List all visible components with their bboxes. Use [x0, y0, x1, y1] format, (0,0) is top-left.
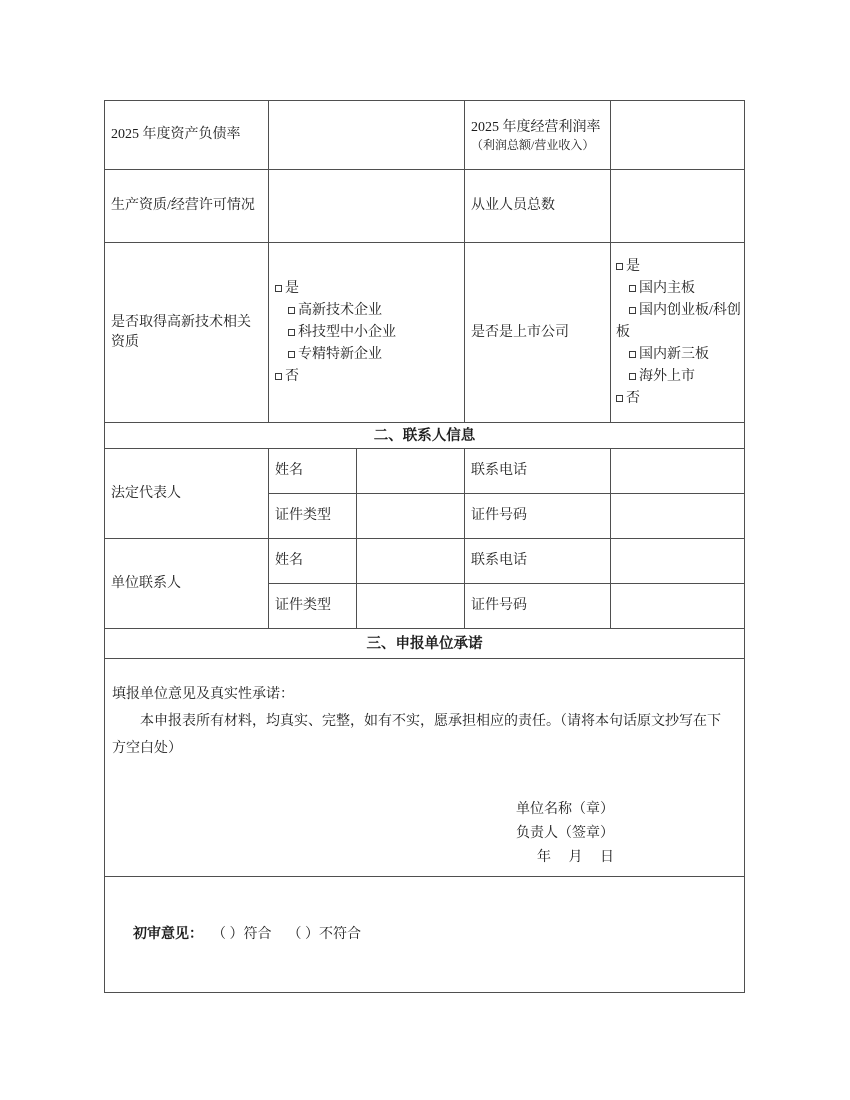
signature-org-line: 单位名称（章） [516, 802, 614, 817]
signature-date-line: 年 月 日 [537, 850, 614, 865]
checkbox-gem-star-board[interactable] [616, 300, 742, 344]
checkbox-icon [629, 373, 636, 380]
opinion-label: 填报单位意见及真实性承诺： [112, 687, 294, 702]
legal-rep-name-value-cell[interactable] [357, 449, 465, 494]
listed-question-label: 是否是上市公司 [465, 243, 611, 423]
checkbox-icon [616, 395, 623, 402]
checkbox-label: 国内创业板/科创板 [616, 302, 741, 340]
checkbox-label: 是 [285, 280, 299, 296]
unit-contact-name-label: 姓名 [269, 539, 357, 584]
unit-contact-cert-type-label: 证件类型 [269, 584, 357, 629]
license-value-cell[interactable] [269, 170, 465, 243]
unit-contact-role-label: 单位联系人 [105, 539, 269, 629]
checkbox-label: 是 [626, 258, 640, 274]
review-cell[interactable] [105, 877, 745, 993]
checkbox-label: 否 [626, 390, 640, 406]
checkbox-icon [629, 307, 636, 314]
checkbox-label: 国内新三板 [639, 346, 709, 362]
unit-contact-cert-no-label: 证件号码 [465, 584, 611, 629]
unit-contact-name-value-cell[interactable] [357, 539, 465, 584]
checkbox-overseas-listed[interactable] [616, 366, 742, 388]
checkbox-listed-no[interactable] [616, 388, 742, 410]
row-license-employees [105, 170, 745, 243]
checkbox-hightech-yes[interactable] [275, 278, 462, 300]
checkbox-icon [288, 307, 295, 314]
checkbox-icon [288, 329, 295, 336]
checkbox-icon [616, 263, 623, 270]
checkbox-hightech-enterprise[interactable] [275, 300, 462, 322]
review-option-pass[interactable]: （ ）符合 [219, 927, 272, 942]
checkbox-label: 国内主板 [639, 280, 695, 296]
checkbox-tech-sme[interactable] [275, 322, 462, 344]
checkbox-specialized-new[interactable] [275, 344, 462, 366]
checkbox-label: 科技型中小企业 [298, 324, 396, 340]
profit-ratio-label [465, 101, 611, 170]
checkbox-icon [275, 285, 282, 292]
checkbox-label: 高新技术企业 [298, 302, 382, 318]
legal-rep-role-label: 法定代表人 [105, 449, 269, 539]
row-qualifications [105, 243, 745, 423]
hightech-options-cell [269, 243, 465, 423]
legal-rep-cert-type-label: 证件类型 [269, 494, 357, 539]
unit-contact-phone-label: 联系电话 [465, 539, 611, 584]
commitment-cell[interactable] [105, 659, 745, 877]
signature-person-line: 负责人（签章） [516, 826, 614, 841]
review-option-fail[interactable]: （ ）不符合 [287, 927, 361, 942]
row-review [105, 877, 745, 993]
checkbox-icon [629, 351, 636, 358]
hightech-question-label: 是否取得高新技术相关资质 [105, 243, 269, 423]
listed-options-cell [611, 243, 745, 423]
review-label: 初审意见： [133, 927, 203, 942]
checkbox-icon [288, 351, 295, 358]
checkbox-icon [629, 285, 636, 292]
form-table [104, 100, 745, 993]
section-contact-title: 二、联系人信息 [105, 423, 745, 449]
legal-rep-phone-value-cell[interactable] [611, 449, 745, 494]
employee-count-label: 从业人员总数 [465, 170, 611, 243]
row-commitment [105, 659, 745, 877]
legal-rep-cert-no-value-cell[interactable] [611, 494, 745, 539]
profit-ratio-label-line1: 2025 年度经营利润率 [471, 119, 601, 135]
row-section-contact-header [105, 423, 745, 449]
row-financial-ratios [105, 101, 745, 170]
row-legal-rep-name [105, 449, 745, 494]
row-unit-contact-name [105, 539, 745, 584]
legal-rep-name-label: 姓名 [269, 449, 357, 494]
asset-ratio-value-cell[interactable] [269, 101, 465, 170]
unit-contact-phone-value-cell[interactable] [611, 539, 745, 584]
employee-count-value-cell[interactable] [611, 170, 745, 243]
legal-rep-cert-type-value-cell[interactable] [357, 494, 465, 539]
legal-rep-phone-label: 联系电话 [465, 449, 611, 494]
checkbox-label: 专精特新企业 [298, 346, 382, 362]
row-section-commitment-header [105, 629, 745, 659]
checkbox-icon [275, 373, 282, 380]
commitment-text: 本申报表所有材料，均真实、完整，如有不实，愿承担相应的责任。（请将本句话原文抄写在下方空白处） [112, 714, 721, 756]
checkbox-listed-yes[interactable] [616, 256, 742, 278]
asset-ratio-label: 2025 年度资产负债率 [105, 101, 269, 170]
profit-ratio-value-cell[interactable] [611, 101, 745, 170]
checkbox-label: 海外上市 [639, 368, 695, 384]
unit-contact-cert-type-value-cell[interactable] [357, 584, 465, 629]
checkbox-domestic-main-board[interactable] [616, 278, 742, 300]
checkbox-label: 否 [285, 368, 299, 384]
section-commitment-title: 三、申报单位承诺 [105, 629, 745, 659]
unit-contact-cert-no-value-cell[interactable] [611, 584, 745, 629]
signature-block [112, 798, 726, 870]
checkbox-neeq-board[interactable] [616, 344, 742, 366]
profit-ratio-label-line2: （利润总额/营业收入） [471, 137, 595, 152]
license-label: 生产资质/经营许可情况 [105, 170, 269, 243]
checkbox-hightech-no[interactable] [275, 366, 462, 388]
legal-rep-cert-no-label: 证件号码 [465, 494, 611, 539]
